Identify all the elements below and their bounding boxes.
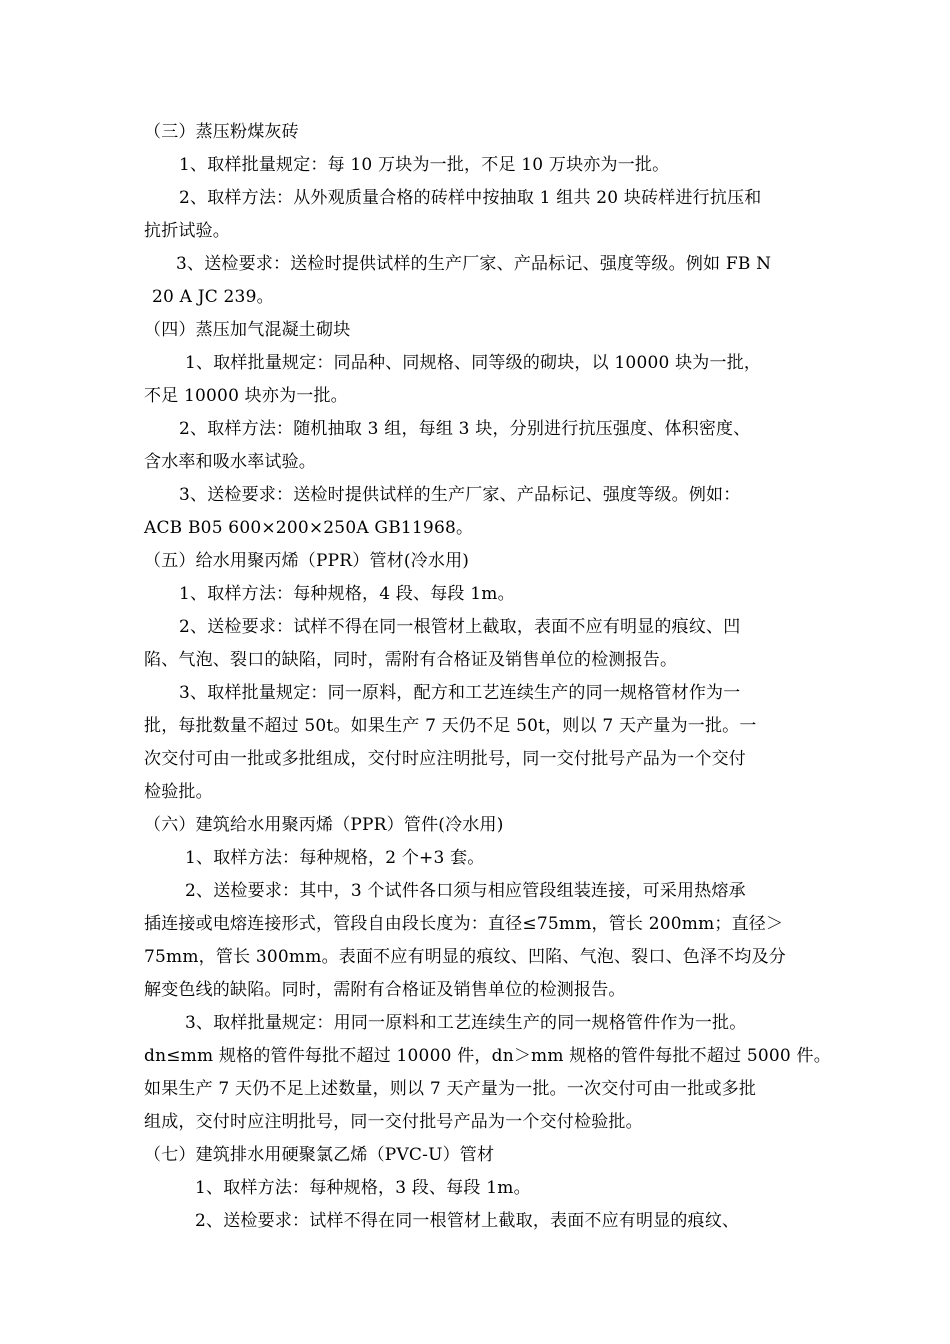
paragraph-line: 插连接或电熔连接形式，管段自由段长度为：直径≤75mm，管长 200mm；直径＞	[144, 914, 784, 934]
paragraph-line: 2、取样方法：随机抽取 3 组，每组 3 块，分别进行抗压强度、体积密度、	[179, 419, 751, 439]
paragraph-line: 2、送检要求：其中，3 个试件各口须与相应管段组装连接，可采用热熔承	[185, 881, 746, 901]
paragraph-line: 陷、气泡、裂口的缺陷，同时，需附有合格证及销售单位的检测报告。	[144, 650, 678, 670]
paragraph-line: 2、送检要求：试样不得在同一根管材上截取，表面不应有明显的痕纹、凹	[179, 617, 741, 637]
paragraph-line: 含水率和吸水率试验。	[144, 452, 316, 472]
section-heading: （三）蒸压粉煤灰砖	[144, 122, 299, 142]
paragraph-line: 2、送检要求：试样不得在同一根管材上截取，表面不应有明显的痕纹、	[195, 1211, 740, 1231]
paragraph-line: 抗折试验。	[144, 221, 230, 241]
paragraph-line: 75mm，管长 300mm。表面不应有明显的痕纹、凹陷、气泡、裂口、色泽不均及分	[144, 947, 786, 967]
paragraph-line: 1、取样方法：每种规格，2 个+3 套。	[185, 848, 485, 868]
paragraph-line: 如果生产 7 天仍不足上述数量，则以 7 天产量为一批。一次交付可由一批或多批	[144, 1079, 757, 1099]
paragraph-line: 检验批。	[144, 782, 213, 802]
paragraph-line: 2、取样方法：从外观质量合格的砖样中按抽取 1 组共 20 块砖样进行抗压和	[179, 188, 762, 208]
paragraph-line: 20 A JC 239。	[152, 287, 274, 307]
paragraph-line: 1、取样方法：每种规格，3 段、每段 1m。	[195, 1178, 531, 1198]
paragraph-line: 次交付可由一批或多批组成，交付时应注明批号，同一交付批号产品为一个交付	[144, 749, 746, 769]
paragraph-line: 组成，交付时应注明批号，同一交付批号产品为一个交付检验批。	[144, 1112, 643, 1132]
paragraph-line: 1、取样批量规定：同品种、同规格、同等级的砌块，以 10000 块为一批，	[185, 353, 762, 373]
paragraph-line: 3、送检要求：送检时提供试样的生产厂家、产品标记、强度等级。例如：	[179, 485, 741, 505]
paragraph-line: 1、取样方法：每种规格，4 段、每段 1m。	[179, 584, 515, 604]
paragraph-line: 3、送检要求：送检时提供试样的生产厂家、产品标记、强度等级。例如 FB N	[176, 254, 772, 274]
paragraph-line: 1、取样批量规定：每 10 万块为一批，不足 10 万块亦为一批。	[179, 155, 670, 175]
paragraph-line: 批，每批数量不超过 50t。如果生产 7 天仍不足 50t，则以 7 天产量为一批。一	[144, 716, 757, 736]
section-heading: （五）给水用聚丙烯（PPR）管材(冷水用)	[144, 551, 470, 571]
paragraph-line: 3、取样批量规定：同一原料，配方和工艺连续生产的同一规格管材作为一	[179, 683, 741, 703]
paragraph-line: dn≤mm 规格的管件每批不超过 10000 件，dn＞mm 规格的管件每批不超过 5000 件。	[144, 1046, 831, 1066]
section-heading: （四）蒸压加气混凝土砌块	[144, 320, 351, 340]
paragraph-line: 不足 10000 块亦为一批。	[144, 386, 348, 406]
section-heading: （六）建筑给水用聚丙烯（PPR）管件(冷水用)	[144, 815, 504, 835]
paragraph-line: 3、取样批量规定：用同一原料和工艺连续生产的同一规格管件作为一批。	[185, 1013, 747, 1033]
section-heading: （七）建筑排水用硬聚氯乙烯（PVC-U）管材	[144, 1145, 495, 1165]
paragraph-line: 解变色线的缺陷。同时，需附有合格证及销售单位的检测报告。	[144, 980, 626, 1000]
paragraph-line: ACB B05 600×200×250A GB11968。	[144, 518, 474, 538]
